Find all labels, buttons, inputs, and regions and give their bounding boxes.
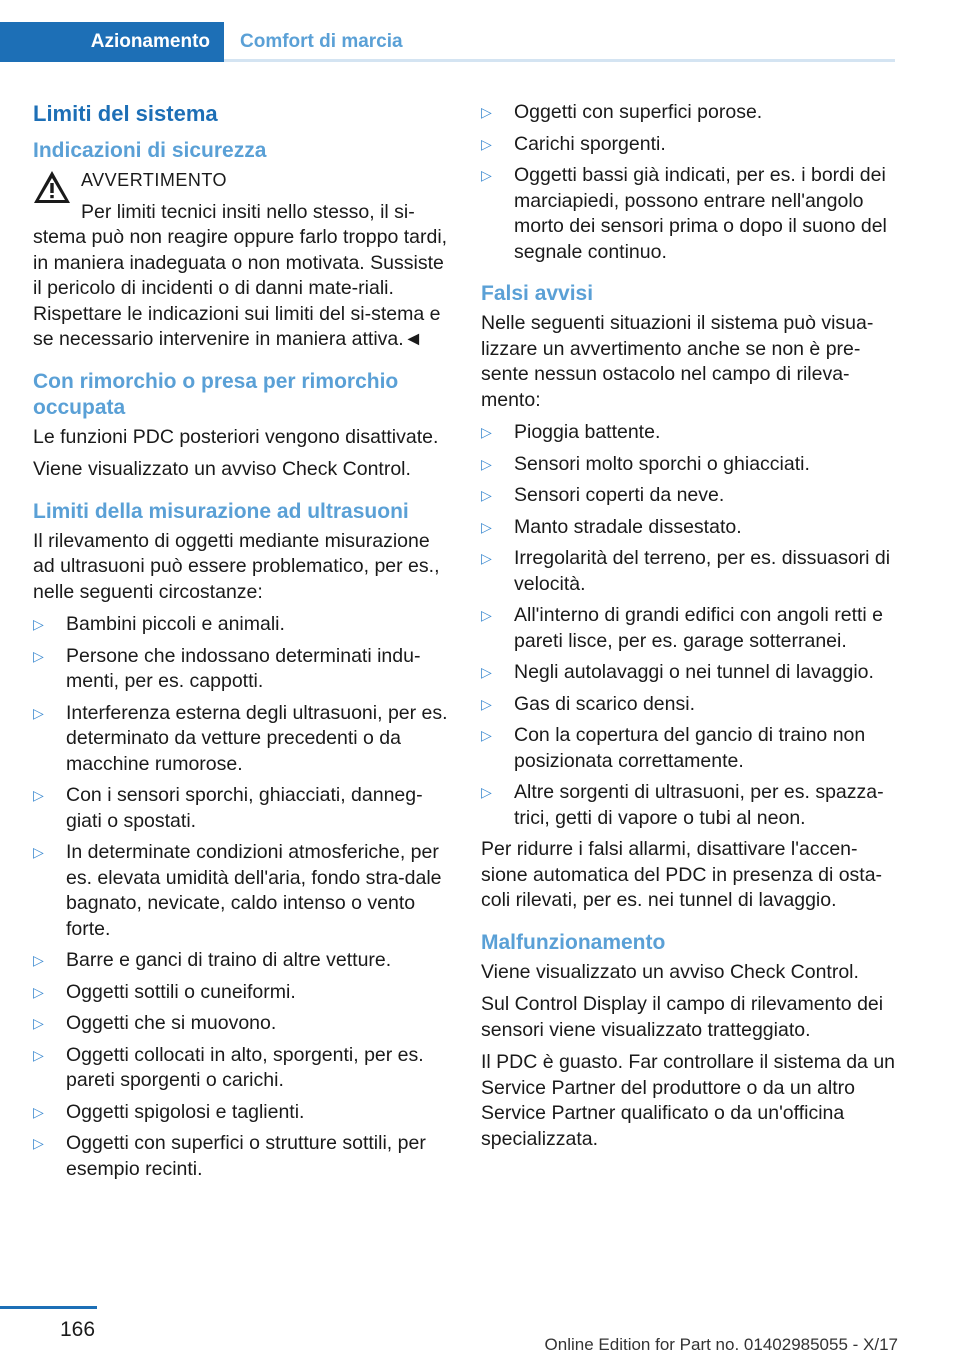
list-item: ▷ Interferenza esterna degli ultrasuoni, per es. determinato da vetture precedenti o da macchine rumorose.	[33, 701, 448, 775]
right-column	[481, 100, 896, 1159]
bullet-triangle-icon: ▷	[481, 104, 492, 120]
bullet-triangle-icon: ▷	[33, 1103, 44, 1120]
malfunction-heading: Malfunzionamento	[481, 930, 666, 954]
list-item: ▷ Manto stradale dissestato.	[481, 515, 896, 541]
list-item: ▷ Oggetti collocati in alto, sporgenti, per es. pareti sporgenti o carichi.	[33, 1043, 424, 1091]
bullet-triangle-icon: ▷	[33, 616, 44, 632]
list-item: ▷ All'interno di grandi edifici con angoli retti e pareti lisce, per es. garage sotterranei.	[481, 604, 884, 652]
list-item: ▷ Barre e ganci di traino di altre vetture.	[33, 948, 448, 974]
edition-footer: Online Edition for Part no. 01402985055 - X/17	[544, 1335, 898, 1354]
bullet-triangle-icon: ▷	[481, 487, 492, 503]
bullet-triangle-icon: ▷	[481, 607, 492, 623]
list-item: ▷ Irregolarità del terreno, per es. dissuasori di velocità.	[481, 547, 891, 595]
bullet-triangle-icon: ▷	[33, 1046, 44, 1063]
bullet-triangle-icon: ▷	[481, 695, 492, 712]
chapter-tabs	[0, 22, 895, 62]
list-item: ▷ Con i sensori sporchi, ghiacciati, danneg-giati o spostati.	[33, 784, 423, 832]
list-item: ▷ Sensori coperti da neve.	[481, 483, 896, 509]
bullet-triangle-icon: ▷	[481, 167, 492, 183]
list-item: ▷ In determinate condizioni atmosferiche, per es. elevata umidità dell'aria, fondo stra-dale bagnato, nevicate, caldo intenso o vento forte.	[33, 841, 442, 940]
list-item: ▷ Bambini piccoli e animali.	[33, 612, 448, 638]
ultrasound-intro: Il rilevamento di oggetti mediante misurazione ad ultrasuoni può essere problematico, per es., nelle seguenti circostanze:	[33, 529, 440, 603]
list-item: ▷ Oggetti sottili o cuneiformi.	[33, 980, 448, 1006]
bullet-triangle-icon: ▷	[33, 1015, 44, 1031]
list-item: ▷ Pioggia battente.	[481, 420, 896, 446]
trailer-text-1: Le funzioni PDC posteriori vengono disattivate.	[33, 425, 439, 448]
list-item: ▷ Oggetti bassi già indicati, per es. i bordi dei marciapiedi, possono entrare nell'angolo morto dei sensori prima o dopo il suono del segnale continuo.	[481, 164, 887, 263]
section-title: Limiti del sistema	[33, 101, 218, 126]
ultrasound-heading: Limiti della misurazione ad ultrasuoni	[33, 499, 409, 523]
trailer-text-2: Viene visualizzato un avviso Check Control.	[33, 458, 411, 480]
bullet-triangle-icon: ▷	[33, 1135, 44, 1151]
list-item: ▷ Oggetti che si muovono.	[33, 1011, 448, 1037]
ultrasound-limits-list	[33, 612, 448, 1182]
bullet-triangle-icon: ▷	[481, 135, 492, 152]
malfunction-text-3: Il PDC è guasto. Far controllare il sistema da un Service Partner del produttore o da un altro Service Partner qualificato o da un'officina specializzata.	[481, 1051, 896, 1150]
bullet-triangle-icon: ▷	[481, 664, 492, 680]
bullet-triangle-icon: ▷	[33, 844, 44, 860]
list-item: ▷ Oggetti con superfici o strutture sottili, per esempio recinti.	[33, 1132, 426, 1180]
bullet-triangle-icon: ▷	[481, 784, 492, 800]
list-item: ▷ Altre sorgenti di ultrasuoni, per es. spazza-trici, getti di vapore o tubi al neon.	[481, 781, 884, 829]
list-item: ▷ Oggetti con superfici porose.	[481, 100, 896, 126]
bullet-triangle-icon: ▷	[481, 455, 492, 472]
tab-divider	[224, 59, 895, 62]
tab-comfort-di-marcia[interactable]: Comfort di marcia	[240, 31, 403, 52]
list-item: ▷ Negli autolavaggi o nei tunnel di lavaggio.	[481, 660, 896, 686]
list-item: ▷ Persone che indossano determinati indu-menti, per es. cappotti.	[33, 644, 421, 692]
bullet-triangle-icon: ▷	[33, 647, 44, 664]
malfunction-text-1: Viene visualizzato un avviso Check Control.	[481, 960, 859, 983]
page-number-rule	[0, 1306, 97, 1309]
trailer-heading: Con rimorchio o presa per rimorchio occupata	[33, 369, 399, 419]
bullet-triangle-icon: ▷	[33, 983, 44, 1000]
reduce-false-alarms-text: Per ridurre i falsi allarmi, disattivare l'accen-sione automatica del PDC in presenza di osta-coli rilevati, per es. nei tunnel di lavaggio.	[481, 838, 883, 911]
list-item: ▷ Gas di scarico densi.	[481, 692, 896, 718]
bullet-triangle-icon: ▷	[33, 787, 44, 803]
list-item: ▷ Sensori molto sporchi o ghiacciati.	[481, 452, 896, 478]
list-item: ▷ Oggetti spigolosi e taglienti.	[33, 1100, 448, 1126]
list-item: ▷ Carichi sporgenti.	[481, 132, 896, 158]
warning-title: AVVERTIMENTO	[81, 170, 228, 190]
safety-heading: Indicazioni di sicurezza	[33, 139, 267, 162]
false-alarms-heading: Falsi avvisi	[481, 282, 594, 305]
bullet-triangle-icon: ▷	[33, 704, 44, 721]
warning-text: Per limiti tecnici insiti nello stesso, il si-stema può non reagire oppure farlo troppo tardi, in maniera inadeguata o non motivata. Sussiste il pericolo di incidenti o di danni mate-riali. Rispettare le indicazioni sui limiti del si-stema e se necessario intervenire in maniera attiva.◄	[33, 200, 448, 350]
bullet-triangle-icon: ▷	[33, 952, 44, 968]
tab-azionamento[interactable]: Azionamento	[0, 22, 224, 62]
bullet-triangle-icon: ▷	[481, 727, 492, 743]
bullet-triangle-icon: ▷	[481, 550, 492, 566]
list-item: ▷ Con la copertura del gancio di traino non posizionata correttamente.	[481, 724, 866, 772]
warning-triangle-icon	[33, 170, 71, 204]
left-column	[33, 100, 448, 1188]
bullet-triangle-icon: ▷	[481, 518, 492, 535]
malfunction-text-2: Sul Control Display il campo di rilevamento dei sensori viene visualizzato tratteggiato.	[481, 993, 884, 1041]
continued-limits-list	[481, 100, 896, 265]
bullet-triangle-icon: ▷	[481, 424, 492, 440]
false-alarms-list	[481, 420, 896, 831]
page-number: 166	[60, 1318, 96, 1341]
false-alarms-intro: Nelle seguenti situazioni il sistema può visua-lizzare un avvertimento anche se non è pre-sente nessun ostacolo nel campo di rileva-mento:	[481, 312, 874, 411]
warning-box	[33, 168, 448, 353]
